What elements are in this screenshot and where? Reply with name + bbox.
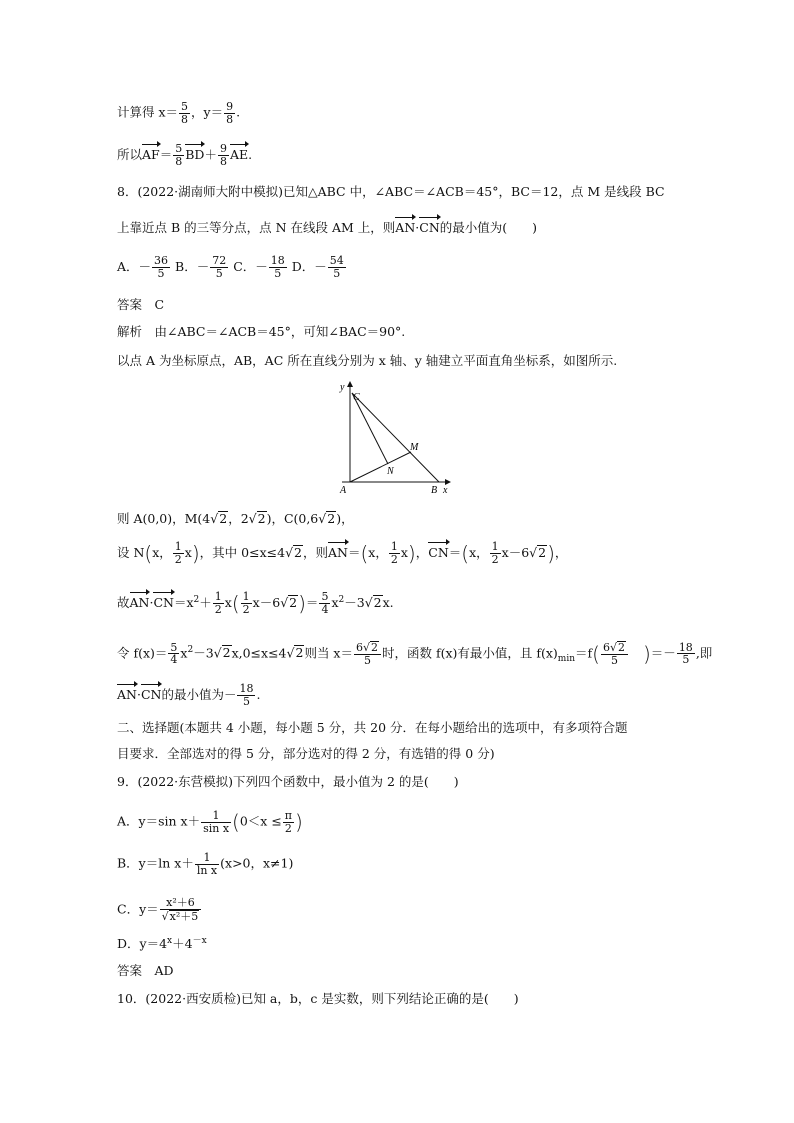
fraction: $\frac{9}{8}$: [226, 100, 234, 126]
option-c: C．－ $\frac{18}{5}$: [233, 254, 285, 280]
question-9: 9．(2022·东营模拟)下列四个函数中，最小值为 2 的是( ): [117, 774, 459, 789]
vector-bd: BD: [185, 143, 204, 162]
coordinates-line: 则 A(0,0)，M(4√2，2√2)，C(0,6√2)，: [117, 511, 354, 526]
question-9-option-c: C．y＝ $\frac{\text{x²＋6}}{\text{√x²＋5}}$: [117, 897, 202, 923]
question-9-option-a: A．y＝sin x＋ $\frac{1}{\text{sin x}}$ (0＜x ≤ $\frac{\pi}{2}$ ): [117, 809, 303, 835]
option-b: B．－ $\frac{72}{5}$: [175, 254, 227, 280]
section-2-heading-line-1: 二、选择题(本题共 4 小题，每小题 5 分，共 20 分．在每小题给出的选项中，有多项符合题: [117, 720, 628, 735]
answer-8: 答案 C: [117, 297, 165, 312]
label-m: M: [410, 442, 419, 453]
question-9-option-b: B．y＝ln x＋ $\frac{1}{\text{ln x}}$ (x>0，x≠1): [117, 851, 294, 877]
text: 所以: [117, 147, 143, 162]
solution-8-line-1: 解析 由∠ABC＝∠ACB＝45°，可知∠BAC＝90°.: [117, 324, 406, 339]
coordinate-figure: [336, 378, 466, 498]
question-8-line-2: 上靠近点 B 的三等分点，点 N 在线段 AM 上，则AN·CN的最小值为( ): [117, 216, 537, 235]
label-n: N: [387, 466, 394, 477]
calc-result-line: 计算得 x＝ $\frac{5}{8}$ ，y＝ $\frac{9}{8}$ .: [117, 100, 241, 126]
label-b: B: [431, 485, 438, 496]
text: 计算得 x＝: [117, 104, 179, 120]
dot-product-line: 故$AN\cdot CN=x^2+$ $\frac{1}{2}$ x( $\frac{1}{2}$ x－6√2)＝ $\frac{5}{4}$ $x^2-3√2x$.: [117, 590, 394, 616]
vector-result-line: 所以AF＝ $\frac{5}{8}$ BD＋ $\frac{9}{8}$ AE.: [117, 142, 253, 168]
label-a: A: [340, 485, 347, 496]
fraction: $\frac{5}{8}$: [181, 100, 189, 126]
vector-an: AN: [328, 541, 348, 560]
label-y: y: [340, 382, 345, 393]
vector-an: AN: [395, 216, 415, 235]
segment-am: [350, 452, 411, 482]
option-d: D．－ $\frac{54}{5}$: [291, 254, 344, 280]
answer-9: 答案 AD: [117, 963, 174, 978]
label-x: x: [443, 485, 448, 496]
min-value-line: AN·CN的最小值为－ $\frac{18}{5}$ .: [117, 682, 261, 708]
set-n-line: 设 N(x， $\frac{1}{2}$ x)，其中 0≤x≤4√2，则AN＝(x， $\frac{1}{2}$ x)，CN＝(x， $\frac{1}{2}$ x－6√2)，: [117, 540, 568, 566]
segment-cn: [352, 393, 388, 464]
function-min-line: 令 f(x)＝ $\frac{5}{4}$ $x^2-3√2x,0\le x\le 4√2$则当 x＝ $\frac{6√2}{5}$ 时，函数 f(x)有最小值，且 $f(x)_{min}=f$( $\frac{6√2}{5}$ )＝－ $\frac{18}{5}$ ,即: [117, 640, 713, 668]
fraction: $\frac{9}{8}$: [219, 142, 227, 168]
question-10: 10．(2022·西安质检)已知 a，b，c 是实数，则下列结论正确的是( ): [117, 991, 519, 1006]
vector-af: AF: [142, 143, 160, 162]
option-a: A．－ $\frac{36}{5}$: [117, 254, 169, 280]
solution-8-line-2: 以点 A 为坐标原点，AB，AC 所在直线分别为 x 轴、y 轴建立平面直角坐标系，如图所示.: [117, 353, 618, 368]
vector-cn: CN: [428, 541, 449, 560]
question-8-options: [117, 255, 347, 279]
fraction: $\frac{5}{8}$: [175, 142, 183, 168]
text: ，y＝: [191, 104, 224, 120]
segment-cb: [352, 393, 439, 482]
vector-cn: CN: [419, 216, 440, 235]
question-8-line-1: 8．(2022·湖南师大附中模拟)已知△ABC 中，∠ABC＝∠ACB＝45°，BC＝12，点 M 是线段 BC: [117, 184, 665, 199]
vector-ae: AE: [230, 143, 248, 162]
question-9-option-d: D．$y=4^x+4^{-x}$: [117, 936, 207, 952]
label-c: C: [353, 392, 360, 403]
section-2-heading-line-2: 目要求．全部选对的得 5 分，部分选对的得 2 分，有选错的得 0 分): [117, 746, 495, 761]
